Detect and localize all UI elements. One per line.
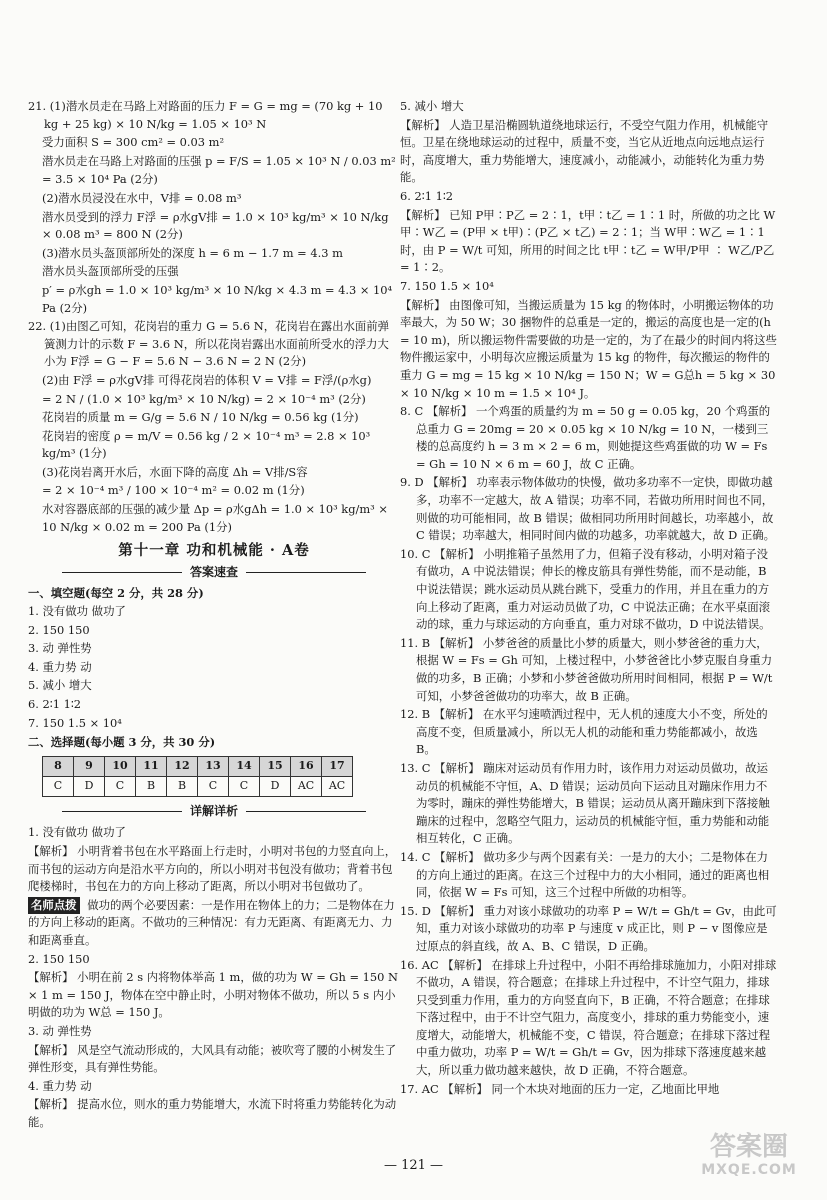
explanation-line: 14. C 【解析】 做功多少与两个因素有关：一是力的大小；二是物体在力的方向上通过的距离。在这三个过程中力的大小相同，通过的距离也相同，依据 W = Fs 可知，这三个过程中所做的功相等。 bbox=[400, 849, 770, 900]
table-cell-number: 9 bbox=[74, 756, 105, 776]
table-cell-answer: B bbox=[167, 776, 198, 796]
table-cell-answer: D bbox=[74, 776, 105, 796]
explanation-line: 【解析】 小明背着书包在水平路面上行走时，小明对书包的力竖直向上，而书包的运动方向是沿水平方向的，所以小明对书包没有做功；背着书包爬楼梯时，书包在力的方向上移动了距离，所以小明对书包做功了。 bbox=[28, 843, 397, 894]
tip-badge: 名师点拨 bbox=[28, 897, 80, 915]
watermark-url: MXQE.COM bbox=[701, 1162, 797, 1178]
explanation-line: 11. B 【解析】 小梦爸爸的质量比小梦的质量大，则小梦爸爸的重力大，根据 W = Fs = Gh 可知，上楼过程中，小梦爸爸比小梦克服自身重力做的功多，B 正确；小梦和小梦爸爸做功所用时间相同，根据 P = W/t 可知，小梦爸爸做功的功率大，故 B 正确。 bbox=[400, 635, 773, 703]
solution-line: p′ = ρ水gh = 1.0 × 10³ kg/m³ × 10 N/kg × 4.3 m = 4.3 × 10⁴ Pa (2分) bbox=[42, 282, 393, 315]
explanation-line: 12. B 【解析】 在水平匀速喷洒过程中，无人机的速度大小不变，所处的高度不变，但质量减小，所以无人机的动能和重力势能都减小，故选 B。 bbox=[400, 707, 768, 757]
explanation-line: 【解析】 风是空气流动形成的，大风具有动能；被吹弯了腰的小树发生了弹性形变，具有弹性势能。 bbox=[28, 1042, 397, 1075]
explanation-line: 4. 重力势 动 bbox=[28, 1078, 92, 1093]
tip-text: 做功的两个必要因素：一是作用在物体上的力；二是物体在力的方向上移动的距离。不做功的三种情况：有力无距离、有距离无力、力和距离垂直。 bbox=[28, 897, 395, 947]
explanation-line bbox=[28, 897, 400, 950]
explanation-line: 【解析】 由图像可知，当搬运质量为 15 kg 的物体时，小明搬运物体的功率最大，为 50 W；30 捆物件的总重是一定的，搬运的高度也是一定的(h = 10 m)，所以搬运物件需要做的功是一定的，为了在最少的时间内将这些物件搬运家中，小明每次应搬运质量为 15 kg 的物件，每次搬运的物件的重力 G = mg = 15 kg × 10 N/kg = 150 N；W = G总h = 5 kg × 30 × 10 N/kg × 10 m = 1.5 × 10⁴ J。 bbox=[400, 297, 777, 400]
explanation-line: 15. D 【解析】 重力对该小球做功的功率 P = W/t = Gh/t = Gv，由此可知，重力对该小球做功的功率 P 与速度 v 成正比，则 P − v 图像应是过原点的斜直线，故 A、B、C 错误，D 正确。 bbox=[400, 903, 777, 953]
table-cell-number: 10 bbox=[105, 756, 136, 776]
table-cell-number: 8 bbox=[43, 756, 74, 776]
explanation-line: 5. 减小 增大 bbox=[400, 99, 464, 113]
explanation-line: 16. AC 【解析】 在排球上升过程中，小阳不再给排球施加力，小阳对排球不做功，A 错误，符合题意；在排球上升过程中，不计空气阻力，排球只受到重力作用，重力的方向竖直向下，B 正确，不符合题意；在排球下落过程中，由于不计空气阻力，高度变小，排球的重力势能变小，速度增大，动能增大，机械能不变，C 错误，符合题意；在排球下落过程中重力做功，功率 P = W/t = Gh/t = Gv，因为排球下落速度越来越大，所以重力做功越来越快，故 D 正确，不符合题意。 bbox=[400, 957, 777, 1078]
explanation-line: 7. 150 1.5 × 10⁴ bbox=[400, 278, 494, 293]
solution-line: 花岗岩的密度 ρ = m/V = 0.56 kg / 2 × 10⁻⁴ m³ = 2.8 × 10³ kg/m³ (1分) bbox=[42, 428, 371, 461]
solution-line: 潜水员走在马路上对路面的压强 p = F/S = 1.05 × 10³ N / 0.03 m² bbox=[42, 153, 396, 168]
table-cell-number: 13 bbox=[198, 756, 229, 776]
solution-line: 潜水员受到的浮力 F浮 = ρ水gV排 = 1.0 × 10³ kg/m³ × 10 N/kg × 0.08 m³ = 800 N (2分) bbox=[42, 209, 389, 242]
choice-header: 二、选择题(每小题 3 分，共 30 分) bbox=[28, 735, 216, 750]
choice-answer-table bbox=[42, 756, 353, 797]
fill-answer: 6. 2∶1 1∶2 bbox=[28, 697, 82, 711]
solution-line: = 2 N / (1.0 × 10³ kg/m³ × 10 N/kg) = 2 × 10⁻⁴ m³ (2分) bbox=[42, 391, 366, 406]
table-cell-answer: C bbox=[43, 776, 74, 796]
table-cell-number: 17 bbox=[322, 756, 353, 776]
detail-band: 详解详析 bbox=[28, 803, 400, 821]
table-cell-answer: C bbox=[105, 776, 136, 796]
explanation-line: 10. C 【解析】 小明推箱子虽然用了力，但箱子没有移动，小明对箱子没有做功，A 中说法错误；伸长的橡皮筋具有弹性势能，而不是动能，B 中说法错误；跳水运动员从跳台跳下，受重力的作用，并且在重力的方向上移动了距离，重力对运动员做了功，C 中说法正确；在水平桌面滚动的球，重力与球运动的方向垂直，重力对球不做功，D 中说法错误。 bbox=[400, 546, 771, 632]
table-cell-answer: C bbox=[229, 776, 260, 796]
fill-answer: 7. 150 1.5 × 10⁴ bbox=[28, 715, 122, 730]
solution-line: 花岗岩的质量 m = G/g = 5.6 N / 10 N/kg = 0.56 kg (1分) bbox=[42, 410, 359, 425]
left-column bbox=[28, 98, 400, 1132]
explanation-line: 8. C 【解析】 一个鸡蛋的质量约为 m = 50 g = 0.05 kg，20 个鸡蛋的总重力 G = 20mg = 20 × 0.05 kg × 10 N/kg = 10 N，一楼到三楼的总高度约 h = 3 m × 2 = 6 m，则她提这些鸡蛋做的功 W = Fs = Gh = 10 N × 6 m = 60 J，故 C 正确。 bbox=[400, 404, 771, 471]
explanation-line: 6. 2∶1 1∶2 bbox=[400, 188, 454, 203]
explanation-line: 13. C 【解析】 蹦床对运动员有作用力时，该作用力对运动员做功，故运动员的机械能不守恒，A、D 错误；运动员向下运动且对蹦床作用力不为零时，蹦床的弹性势能增大，B 错误；运动员从离开蹦床到下落接触蹦床的过程中，忽略空气阻力，运动员的机械能守恒，重力势能和动能相互转化，C 正确。 bbox=[400, 760, 770, 846]
table-cell-answer: AC bbox=[322, 776, 353, 796]
explanation-line: 17. AC 【解析】 同一个木块对地面的压力一定，乙地面比甲地 bbox=[400, 1081, 720, 1096]
fill-header: 一、填空题(每空 2 分，共 28 分) bbox=[28, 586, 204, 601]
table-cell-answer: B bbox=[136, 776, 167, 796]
solution-line: (3)花岗岩离开水后，水面下降的高度 Δh = V排/S容 bbox=[42, 464, 308, 479]
table-cell-answer: C bbox=[198, 776, 229, 796]
explanation-line: 1. 没有做功 做功了 bbox=[28, 825, 126, 840]
fill-answer: 2. 150 150 bbox=[28, 622, 90, 637]
fill-answer: 1. 没有做功 做功了 bbox=[28, 604, 126, 619]
solution-line: 22. (1)由图乙可知，花岗岩的重力 G = 5.6 N，花岗岩在露出水面前弹簧测力计的示数 F = 3.6 N，所以花岗岩露出水面前所受水的浮力大小为 F浮 = G − F = 5.6 N − 3.6 N = 2 N (2分) bbox=[28, 319, 390, 369]
explanation-line: 2. 150 150 bbox=[28, 951, 90, 966]
solution-line: 潜水员头盔顶部所受的压强 bbox=[42, 264, 179, 279]
table-cell-number: 15 bbox=[260, 756, 291, 776]
fill-answer: 3. 动 弹性势 bbox=[28, 641, 92, 656]
table-cell-answer: D bbox=[260, 776, 291, 796]
table-cell-number: 11 bbox=[136, 756, 167, 776]
chapter-title: 第十一章 功和机械能 · A卷 bbox=[118, 542, 310, 560]
right-column bbox=[400, 98, 778, 1099]
explanation-line: 3. 动 弹性势 bbox=[28, 1023, 92, 1038]
solution-line: (2)潜水员浸没在水中，V排 = 0.08 m³ bbox=[42, 190, 242, 205]
solution-line: (2)由 F浮 = ρ水gV排 可得花岗岩的体积 V = V排 = F浮/(ρ水g) bbox=[42, 372, 372, 387]
solution-line: 21. (1)潜水员走在马路上对路面的压力 F = G = mg = (70 kg + 10 kg + 25 kg) × 10 N/kg = 1.05 × 10³ N bbox=[28, 99, 383, 131]
fill-answer: 5. 减小 增大 bbox=[28, 678, 92, 693]
fill-answer: 4. 重力势 动 bbox=[28, 659, 92, 674]
explanation-line: 【解析】 小明在前 2 s 内将物体举高 1 m，做的功为 W = Gh = 150 N × 1 m = 150 J，物体在空中静止时，小明对物体不做功，所以 5 s 内小明做的功为 W总 = 150 J。 bbox=[28, 970, 398, 1020]
watermark-text: 答案圈 bbox=[709, 1132, 788, 1162]
answers-band: 答案速查 bbox=[28, 564, 400, 582]
table-cell-number: 12 bbox=[167, 756, 198, 776]
explanation-line: 【解析】 人造卫星沿椭圆轨道绕地球运行，不受空气阻力作用，机械能守恒。卫星在绕地球运动的过程中，质量不变，当它从近地点向远地点运行时，高度增大，重力势能增大，速度减小，动能减小，动能转化为重力势能。 bbox=[400, 117, 769, 185]
table-cell-number: 16 bbox=[291, 756, 322, 776]
solution-line: = 2 × 10⁻⁴ m³ / 100 × 10⁻⁴ m² = 0.02 m (1分) bbox=[42, 483, 305, 498]
explanation-line: 9. D 【解析】 功率表示物体做功的快慢，做功多功率不一定快，即做功越多，功率不一定越大，故 A 错误；功率不同，若做功所用时间也不同，则做的功可能相同，故 B 错误；做相同功所用时间越长，功率越小，故 C 错误；功率越大，相同时间内做的功越多，功率就越大，故 D 正确。 bbox=[400, 475, 776, 543]
page-number: — 121 — bbox=[383, 1158, 444, 1173]
solution-line: = 3.5 × 10⁴ Pa (2分) bbox=[42, 172, 158, 187]
watermark-logo bbox=[689, 1132, 809, 1192]
table-cell-number: 14 bbox=[229, 756, 260, 776]
table-cell-answer: AC bbox=[291, 776, 322, 796]
solution-line: (3)潜水员头盔顶部所处的深度 h = 6 m − 1.7 m = 4.3 m bbox=[42, 245, 343, 260]
explanation-line: 【解析】 提高水位，则水的重力势能增大，水流下时将重力势能转化为动能。 bbox=[28, 1097, 397, 1129]
explanation-line: 【解析】 已知 P甲∶P乙 = 2∶1，t甲∶t乙 = 1∶1 时，所做的功之比 W甲∶W乙 = (P甲 × t甲)∶(P乙 × t乙) = 2∶1；当 W甲∶W乙 = 1∶1 时，由 P = W/t 可知，所用的时间之比 t甲∶t乙 = W甲/P甲 ∶ W乙/P乙 = 1∶2。 bbox=[400, 207, 776, 275]
solution-line: 水对容器底部的压强的减少量 Δp = ρ水gΔh = 1.0 × 10³ kg/m³ × 10 N/kg × 0.02 m = 200 Pa (1分) bbox=[42, 502, 388, 534]
solution-line: 受力面积 S = 300 cm² = 0.03 m² bbox=[42, 135, 225, 150]
